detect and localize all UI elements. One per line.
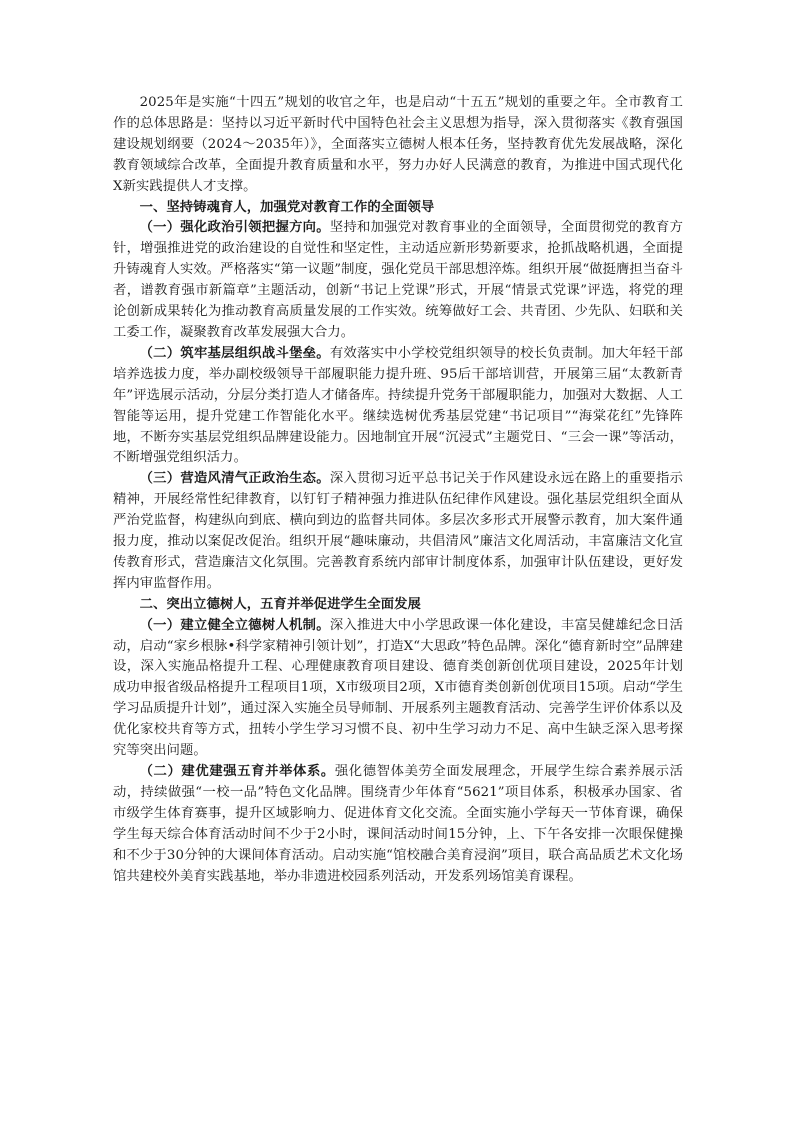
subsection-lead: （二）建优建强五育并举体系。 <box>139 764 335 779</box>
intro-paragraph: 2025年是实施“十四五”规划的收官之年，也是启动“十五五”规划的重要之年。全市教育工作的总体思路是：坚持以习近平新时代中国特色社会主义思想为指导，深入贯彻落实《教育强国建设规划纲要（2024～2035年）》，全面落实立德树人根本任务，坚持教育优先发展战略，深化教育领域综合改革，全面提升教育质量和水平，努力办好人民满意的教育，为推进中国式现代化X新实践提供人才支撑。 <box>113 95 683 194</box>
subsection-lead: （一）强化政治引领把握方向。 <box>139 220 330 236</box>
subsection-body: 有效落实中小学校党组织领导的校长负责制。加大年轻干部培养选拔力度，举办副校级领导干部履职能力提升班、95后干部培训营，开展第三届“太教新青年”评选展示活动，分层分类打造人才储备库。持续提升党务干部履职能力，加强对大数据、人工智能等运用，提升党建工作智能化水平。继续选树优秀基层党建“书记项目”“海棠花红”先锋阵地，不断夯实基层党组织品牌建设能力。因地制宜开展“沉浸式”主题党日、“三会一课”等活动，不断增强党组织活力。 <box>113 345 683 466</box>
section-heading-2: 二、突出立德树人，五育并举促进学生全面发展 <box>139 596 421 612</box>
document-page <box>113 93 683 887</box>
subsection-body: 深入贯彻习近平总书记关于作风建设永远在路上的重要指示精神，开展经常性纪律教育，以钉钉子精神强力推进队伍纪律作风建设。强化基层党组织全面从严治党监督，构建纵向到底、横向到边的监督共同体。多层次多形式开展警示教育，加大案件通报力度，推动以案促改促治。组织开展“趣味廉动，共倡清风”廉洁文化周活动，丰富廉洁文化宣传教育形式，营造廉洁文化氛围。完善教育系统内部审计制度体系，加强审计队伍建设，更好发挥内审监督作用。 <box>113 471 683 591</box>
subsection-paragraph-2-1 <box>113 616 683 762</box>
section-heading-1: 一、坚持铸魂育人，加强党对教育工作的全面领导 <box>139 199 435 215</box>
subsection-lead: （三）营造风清气正政治生态。 <box>139 471 330 487</box>
subsection-paragraph-1-2 <box>113 344 683 469</box>
subsection-lead: （二）筑牢基层组织战斗堡垒。 <box>139 345 330 361</box>
subsection-lead: （一）建立健全立德树人机制。 <box>139 617 330 633</box>
subsection-paragraph-1-1 <box>113 218 683 343</box>
subsection-body: 深入推进大中小学思政课一体化建设，丰富吴健雄纪念日活动，启动“家乡根脉•科学家精神引领计划”，打造X“大思政”特色品牌。深化“德育新时空”品牌建设，深入实施品格提升工程、心理健康教育项目建设、德育类创新创优项目建设，2025年计划成功申报省级品格提升工程项目1项，X市级项目2项，X市德育类创新创优项目15项。启动“学生学习品质提升计划”，通过深入实施全员导师制、开展系列主题教育活动、完善学生评价体系以及优化家校共育等方式，扭转小学生学习习惯不良、初中生学习动力不足、高中生缺乏深入思考探究等突出问题。 <box>113 617 683 759</box>
subsection-paragraph-1-3 <box>113 469 683 594</box>
subsection-paragraph-2-2 <box>113 762 683 887</box>
subsection-body: 坚持和加强党对教育事业的全面领导，全面贯彻党的教育方针，增强推进党的政治建设的自觉性和坚定性，主动适应新形势新要求，抢抓战略机遇，全面提升铸魂育人实效。严格落实“第一议题”制度，强化党员干部思想淬炼。组织开展“做挺膺担当奋斗者，谱教育强市新篇章”主题活动，创新“书记上党课”形式，开展“情景式党课”评选，将党的理论创新成果转化为推动教育高质量发展的工作实效。统筹做好工会、共青团、少先队、妇联和关工委工作，凝聚教育改革发展强大合力。 <box>113 220 683 340</box>
subsection-body: 强化德智体美劳全面发展理念，开展学生综合素养展示活动，持续做强“一校一品”特色文化品牌。围绕青少年体育“5621”项目体系，积极承办国家、省市级学生体育赛事，提升区域影响力、促进体育文化交流。全面实施小学每天一节体育课，确保学生每天综合体育活动时间不少于2小时，课间活动时间15分钟，上、下午各安排一次眼保健操和不少于30分钟的大课间体育活动。启动实施“馆校融合美育浸润”项目，联合高品质艺术文化场馆共建校外美育实践基地，举办非遗进校园系列活动，开发系列场馆美育课程。 <box>113 764 683 884</box>
